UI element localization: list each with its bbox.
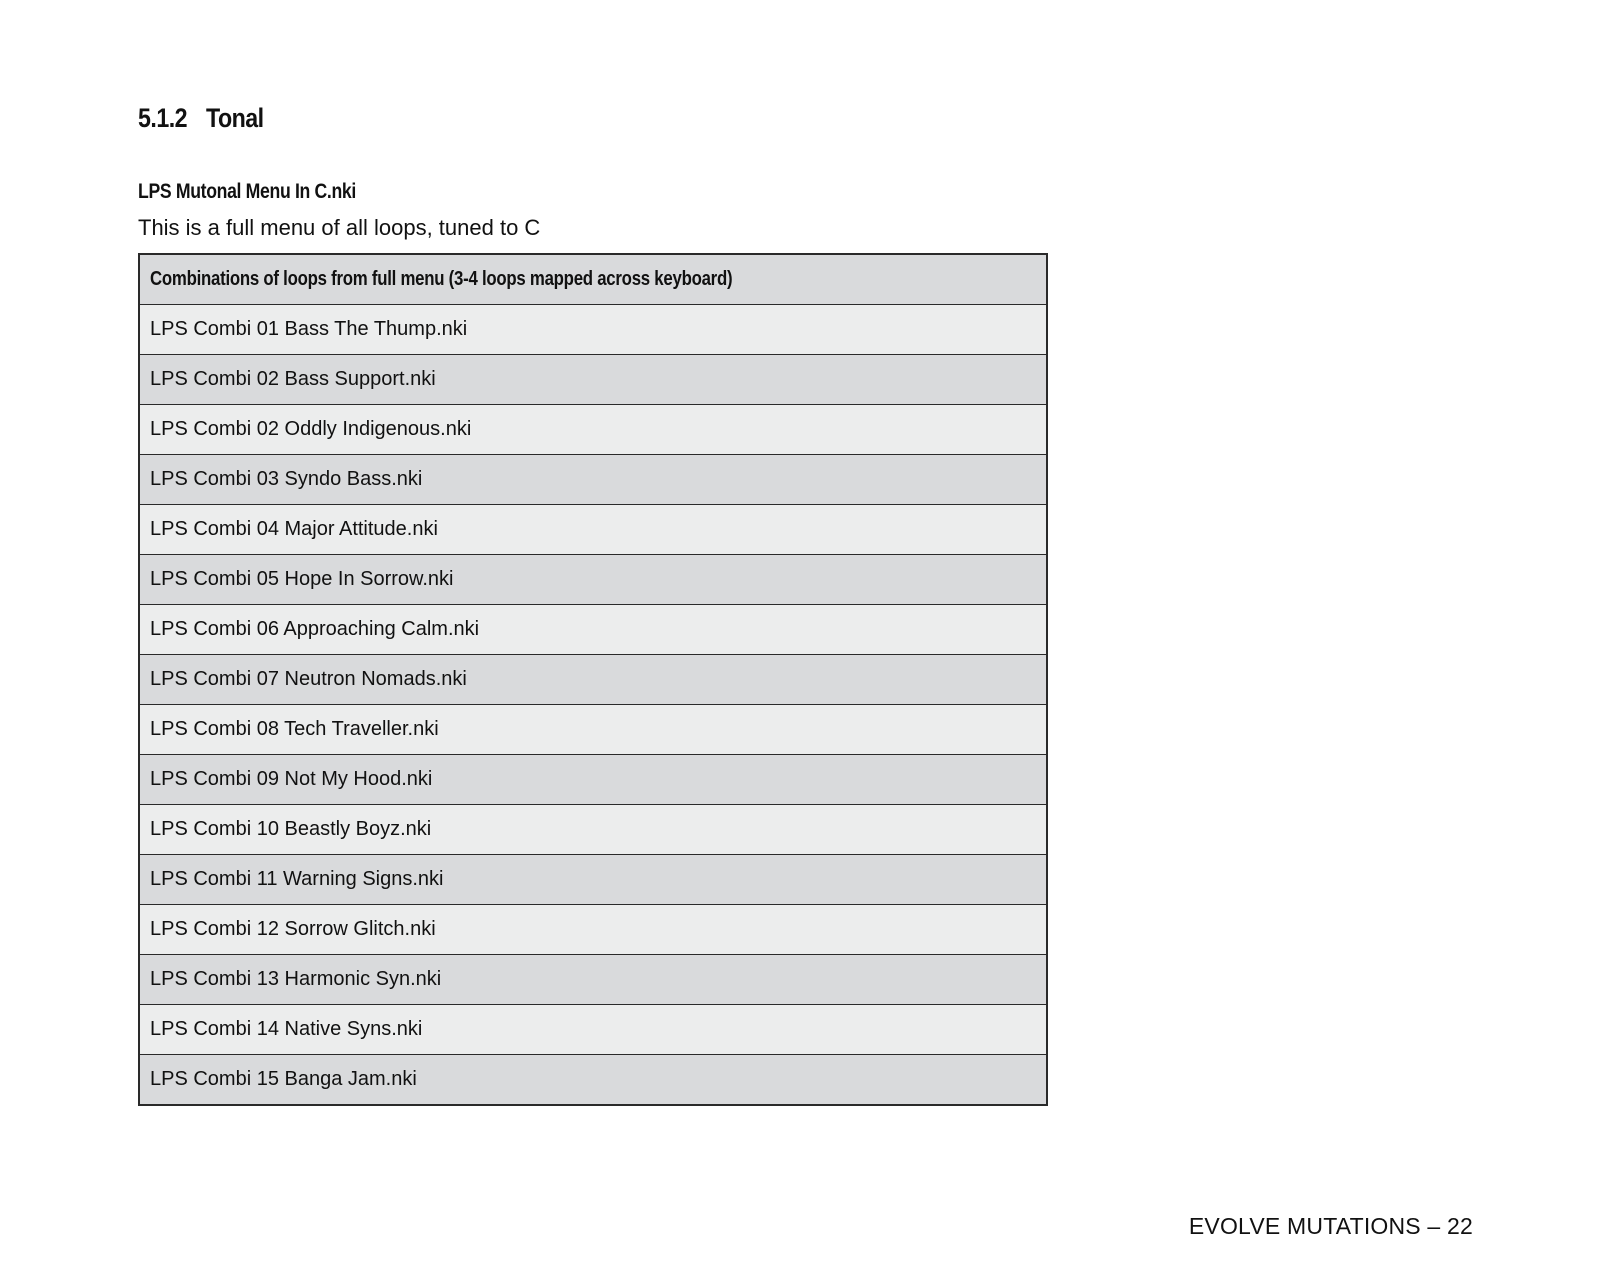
table-row bbox=[139, 955, 1047, 1005]
section-heading bbox=[138, 103, 264, 134]
file-title: LPS Mutonal Menu In C.nki bbox=[138, 180, 356, 203]
table-row bbox=[139, 455, 1047, 505]
table-row bbox=[139, 905, 1047, 955]
table-cell: LPS Combi 06 Approaching Calm.nki bbox=[139, 605, 1047, 655]
table-cell: LPS Combi 01 Bass The Thump.nki bbox=[139, 305, 1047, 355]
table-row bbox=[139, 305, 1047, 355]
table-row bbox=[139, 555, 1047, 605]
section-number: 5.1.2 bbox=[138, 103, 188, 133]
table-cell: LPS Combi 02 Bass Support.nki bbox=[139, 355, 1047, 405]
table-header-label: Combinations of loops from full menu (3-4 loops mapped across keyboard) bbox=[150, 268, 733, 290]
table-cell: LPS Combi 12 Sorrow Glitch.nki bbox=[139, 905, 1047, 955]
table-row bbox=[139, 755, 1047, 805]
table-header-row bbox=[139, 254, 1047, 305]
table-cell: LPS Combi 15 Banga Jam.nki bbox=[139, 1055, 1047, 1106]
section-title: Tonal bbox=[205, 103, 264, 133]
description-text: This is a full menu of all loops, tuned to C bbox=[138, 215, 541, 240]
table-row bbox=[139, 605, 1047, 655]
loop-combinations-table bbox=[138, 253, 1048, 1106]
table-row bbox=[139, 355, 1047, 405]
table-cell: LPS Combi 03 Syndo Bass.nki bbox=[139, 455, 1047, 505]
table-row bbox=[139, 405, 1047, 455]
table-cell: LPS Combi 08 Tech Traveller.nki bbox=[139, 705, 1047, 755]
table-cell: LPS Combi 10 Beastly Boyz.nki bbox=[139, 805, 1047, 855]
table-row bbox=[139, 805, 1047, 855]
table-cell: LPS Combi 09 Not My Hood.nki bbox=[139, 755, 1047, 805]
table-cell: LPS Combi 13 Harmonic Syn.nki bbox=[139, 955, 1047, 1005]
table-header-cell bbox=[139, 254, 1047, 305]
page-footer: EVOLVE MUTATIONS – 22 bbox=[1188, 1213, 1473, 1239]
table-row bbox=[139, 705, 1047, 755]
table-cell: LPS Combi 05 Hope In Sorrow.nki bbox=[139, 555, 1047, 605]
table-cell: LPS Combi 11 Warning Signs.nki bbox=[139, 855, 1047, 905]
table-row bbox=[139, 505, 1047, 555]
table-row bbox=[139, 1055, 1047, 1106]
table-cell: LPS Combi 04 Major Attitude.nki bbox=[139, 505, 1047, 555]
table-cell: LPS Combi 02 Oddly Indigenous.nki bbox=[139, 405, 1047, 455]
table-row bbox=[139, 655, 1047, 705]
table-row bbox=[139, 855, 1047, 905]
table-cell: LPS Combi 14 Native Syns.nki bbox=[139, 1005, 1047, 1055]
table-cell: LPS Combi 07 Neutron Nomads.nki bbox=[139, 655, 1047, 705]
table-row bbox=[139, 1005, 1047, 1055]
